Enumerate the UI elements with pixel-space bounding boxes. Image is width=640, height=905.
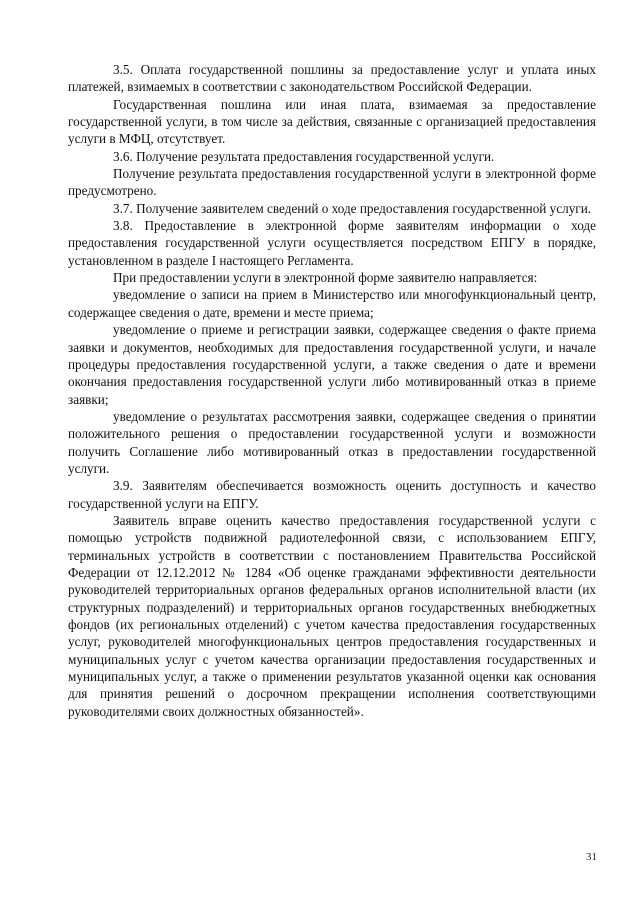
paragraph-3-9: 3.9. Заявителям обеспечивается возможность оценить доступность и качество государственной услуги на ЕПГУ. — [68, 478, 596, 511]
document-body — [68, 61, 596, 720]
paragraph-notification-registration: уведомление о приеме и регистрации заявки, содержащее сведения о факте приема заявки и документов, необходимых для предоставления государственной услуги, и начале процедуры предоставления государственной услуги, а также сведения о дате и времени окончания предоставления государственной услуги либо мотивированный отказ в приеме заявки; — [68, 322, 596, 407]
paragraph-state-fee: Государственная пошлина или иная плата, взимаемая за предоставление государственной услуги, в том числе за действия, связанные с организацией предоставления услуги в МФЦ, отсутствует. — [68, 96, 596, 147]
page-number: 31 — [586, 851, 597, 863]
paragraph-notifications-intro: При предоставлении услуги в электронной форме заявителю направляется: — [113, 270, 538, 286]
paragraph-notification-appointment: уведомление о записи на прием в Министерство или многофункциональный центр, содержащее сведения о дате, времени и месте приема; — [68, 287, 596, 320]
paragraph-result-electronic: Получение результата предоставления государственной услуги в электронной форме предусмотрено. — [68, 166, 596, 199]
paragraph-3-7: 3.7. Получение заявителем сведений о ходе предоставления государственной услуги. — [113, 200, 592, 216]
paragraph-notification-results: уведомление о результатах рассмотрения заявки, содержащее сведения о принятии положительного решения о предоставлении государственной услуги и возможности получить Соглашение либо мотивированный отказ в предоставлении государственной услуги. — [68, 408, 596, 476]
paragraph-quality-assessment: Заявитель вправе оценить качество предоставления государственной услуги с помощью устройств подвижной радиотелефонной связи, с использованием ЕПГУ, терминальных устройств в соответствии с постановлением Правительства Российской Федерации от 12.12.2012 № 1284 «Об оценке гражданами эффективности деятельности руководителей территориальных органов федеральных органов исполнительной власти (их структурных подразделений) и территориальных органов государственных внебюджетных фондов (их региональных отделений) с учетом качества предоставления государственных услуг, руководителей многофункциональных центров предоставления государственных и муниципальных услуг с учетом качества организации предоставления государственных и муниципальных услуг, а также о применении результатов указанной оценки как основания для принятия решений о досрочном прекращении исполнения соответствующими руководителями своих должностных обязанностей». — [68, 512, 596, 719]
paragraph-3-5: 3.5. Оплата государственной пошлины за предоставление услуг и уплата иных платежей, взимаемых в соответствии с законодательством Российской Федерации. — [68, 62, 596, 95]
paragraph-3-8: 3.8. Предоставление в электронной форме заявителям информации о ходе предоставления государственной услуги осуществляется посредством ЕПГУ в порядке, установленном в разделе I настоящего Регламента. — [68, 218, 596, 268]
paragraph-3-6: 3.6. Получение результата предоставления государственной услуги. — [113, 148, 495, 164]
